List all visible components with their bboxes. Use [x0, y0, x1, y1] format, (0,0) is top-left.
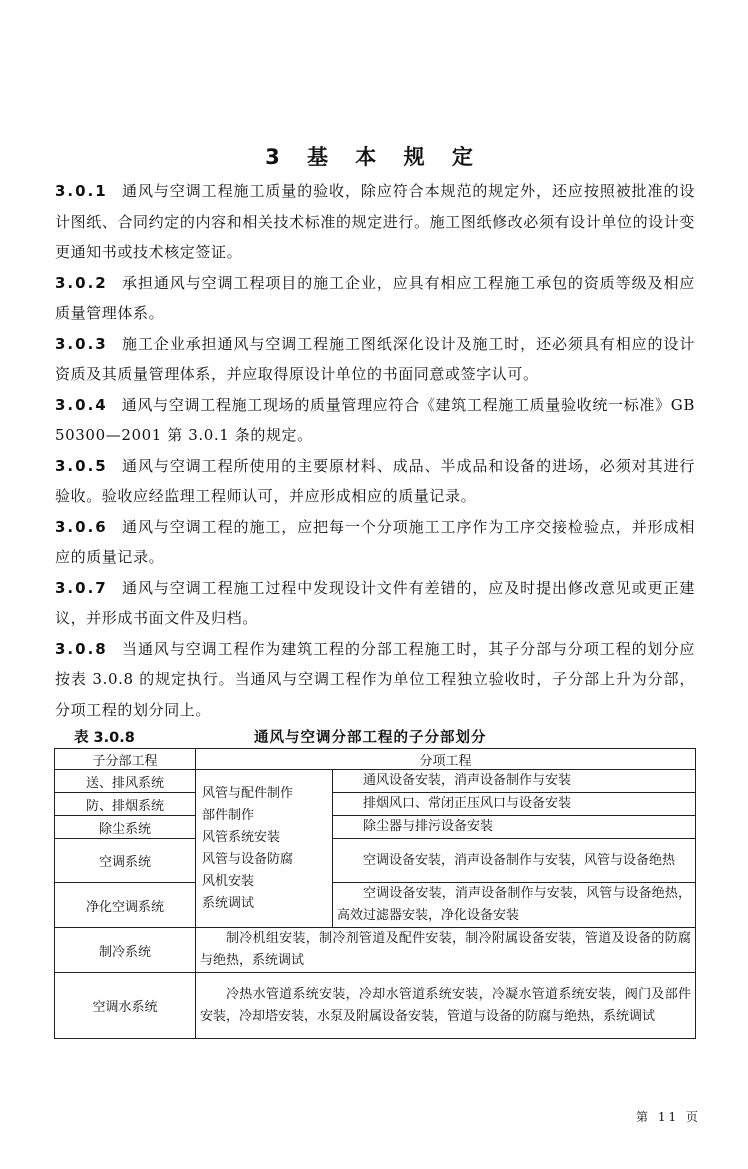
clause-text: 通风与空调工程所使用的主要原材料、成品、半成品和设备的进场，必须对其进行验收。验收应经监理工程师认可，并应形成相应的质量记录。	[55, 456, 695, 505]
table-caption	[74, 726, 694, 748]
table-number: 表 3.0.8	[74, 730, 135, 746]
table-row	[55, 973, 696, 1039]
clause-3-0-8	[55, 634, 695, 726]
common-item: 风管与设备防腐	[202, 851, 294, 867]
clause-number: 3.0.4	[55, 395, 108, 414]
clause-text: 通风与空调工程施工过程中发现设计文件有差错的，应及时提出修改意见或更正建议，并形成书面文件及归档。	[55, 578, 695, 627]
clause-text: 通风与空调工程施工现场的质量管理应符合《建筑工程施工质量验收统一标准》GB 50300—2001 第 3.0.1 条的规定。	[55, 395, 711, 444]
clause-text: 通风与空调工程的施工，应把每一个分项施工工序作为工序交接检验点，并形成相应的质量记录。	[55, 517, 695, 566]
subdivision-name: 空调水系统	[55, 973, 196, 1039]
item-text: 通风设备安装，消声设备制作与安装	[333, 770, 696, 793]
clause-3-0-5	[55, 451, 695, 512]
clause-3-0-2	[55, 268, 695, 329]
clause-3-0-4	[55, 390, 711, 451]
subdivision-name: 除尘系统	[55, 816, 196, 839]
subdivision-name: 制冷系统	[55, 928, 196, 973]
common-item: 风管与配件制作	[202, 785, 294, 801]
clause-3-0-7	[55, 573, 695, 634]
item-text: 排烟风口、常闭正压风口与设备安装	[333, 793, 696, 816]
table-row	[55, 793, 696, 816]
clause-3-0-6	[55, 512, 695, 573]
chapter-title: 3 基 本 规 定	[265, 145, 483, 169]
table-title: 通风与空调分部工程的子分部划分	[254, 730, 487, 746]
table-row	[55, 839, 696, 883]
clause-number: 3.0.1	[55, 182, 108, 200]
item-text: 冷热水管道系统安装，冷却水管道系统安装，冷凝水管道系统安装，阀门及部件安装，冷却塔安装，水泵及附属设备安装，管道与设备的防腐与绝热，系统调试	[196, 973, 696, 1039]
header-items: 分项工程	[196, 749, 696, 770]
clause-text: 施工企业承担通风与空调工程施工图纸深化设计及施工时，还必须具有相应的设计资质及其质量管理体系，并应取得原设计单位的书面同意或签字认可。	[55, 334, 695, 383]
subdivision-name: 送、排风系统	[55, 770, 196, 793]
clause-3-0-3	[55, 329, 695, 390]
common-item: 系统调试	[202, 895, 255, 911]
clause-3-0-1	[55, 176, 695, 268]
subdivision-name: 防、排烟系统	[55, 793, 196, 816]
header-subdivision: 子分部工程	[55, 749, 196, 770]
item-text: 除尘器与排污设备安装	[333, 816, 696, 839]
common-item: 部件制作	[202, 807, 255, 823]
clause-number: 3.0.6	[55, 517, 108, 536]
subdivision-table	[54, 748, 696, 1039]
common-item: 风机安装	[202, 873, 255, 889]
table-row	[55, 816, 696, 839]
item-text: 制冷机组安装，制冷剂管道及配件安装，制冷附属设备安装，管道及设备的防腐与绝热，系统调试	[196, 928, 696, 973]
clause-text: 通风与空调工程施工质量的验收，除应符合本规范的规定外，还应按照被批准的设计图纸、合同约定的内容和相关技术标准的规定进行。施工图纸修改必须有设计单位的设计变更通知书或技术核定签证。	[55, 182, 695, 261]
table-row	[55, 770, 696, 793]
clause-number: 3.0.2	[55, 273, 108, 292]
clause-text: 当通风与空调工程作为建筑工程的分部工程施工时，其子分部与分项工程的划分应按表 3.0.8 的规定执行。当通风与空调工程作为单位工程独立验收时，子分部上升为分部，分项工程的划分同上。	[55, 639, 695, 719]
clause-number: 3.0.8	[55, 639, 108, 658]
common-items-cell	[196, 770, 333, 928]
clause-text: 承担通风与空调工程项目的施工企业，应具有相应工程施工承包的资质等级及相应质量管理体系。	[55, 273, 695, 322]
item-text: 空调设备安装，消声设备制作与安装，风管与设备绝热，高效过滤器安装，净化设备安装	[333, 883, 696, 928]
clause-number: 3.0.7	[55, 578, 108, 597]
table-header-row	[55, 749, 696, 770]
table-row	[55, 928, 696, 973]
subdivision-name: 空调系统	[55, 839, 196, 883]
table-row	[55, 883, 696, 928]
page-number: 第 11 页	[636, 1110, 701, 1124]
clause-list	[55, 176, 711, 725]
item-text: 空调设备安装，消声设备制作与安装，风管与设备绝热	[333, 839, 696, 883]
clause-number: 3.0.5	[55, 456, 108, 475]
common-item: 风管系统安装	[202, 829, 281, 845]
clause-number: 3.0.3	[55, 334, 108, 353]
subdivision-name: 净化空调系统	[55, 883, 196, 928]
